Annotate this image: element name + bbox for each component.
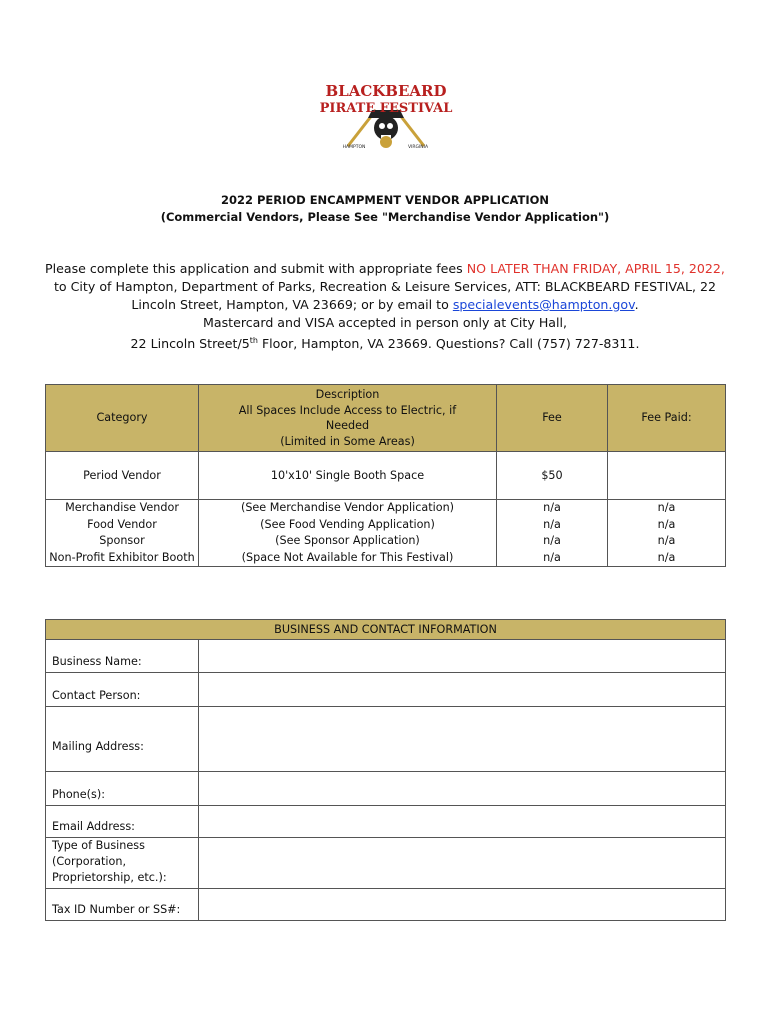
fee-paid-header: Fee Paid: <box>608 385 726 452</box>
business-name-row <box>46 640 726 673</box>
description-item: (Space Not Available for This Festival) <box>241 550 454 564</box>
fee-paid-cell[interactable] <box>608 452 726 500</box>
fee-paid-cell <box>608 500 726 567</box>
contact-person-field[interactable] <box>199 673 726 707</box>
category-header: Category <box>46 385 199 452</box>
fee-item: n/a <box>543 517 561 531</box>
business-type-label-l1: Type of Business <box>52 839 145 852</box>
description-item: (See Sponsor Application) <box>275 534 420 548</box>
festival-logo <box>318 80 454 154</box>
instructions-text-3: . <box>634 297 639 312</box>
business-type-field[interactable] <box>199 838 726 889</box>
payment-note: Mastercard and VISA accepted in person only at City Hall, <box>202 315 568 330</box>
description-header <box>199 385 497 452</box>
phone-label: Phone(s): <box>46 772 199 806</box>
instructions-text-2: to City of Hampton, Department of Parks, Recreation & Leisure Services, ATT: BLACKBEARD FESTIVAL, 22 Lincoln Street, Hampton, VA 23669; or by email to <box>53 279 716 312</box>
page-subtitle: (Commercial Vendors, Please See "Merchandise Vendor Application") <box>160 210 610 224</box>
business-contact-table <box>45 619 726 921</box>
fee-paid-item: n/a <box>657 550 676 564</box>
table-row <box>46 452 726 500</box>
description-header-l1: Description <box>315 388 380 401</box>
category-item: Sponsor <box>99 534 145 548</box>
description-header-l3: Needed <box>325 419 370 432</box>
business-table-header <box>46 620 726 640</box>
logo-right-word: VIRGINIA <box>407 145 429 150</box>
description-header-l4: (Limited in Some Areas) <box>280 434 415 448</box>
category-cell <box>46 500 199 567</box>
business-type-row <box>46 838 726 889</box>
fee-table <box>45 384 726 567</box>
business-name-label: Business Name: <box>46 640 199 673</box>
category-item: Food Vendor <box>87 517 157 531</box>
mailing-address-field[interactable] <box>199 707 726 772</box>
description-header-l2: All Spaces Include Access to Electric, if <box>238 403 457 417</box>
description-cell: 10'x10' Single Booth Space <box>199 452 497 500</box>
category-cell: Period Vendor <box>46 452 199 500</box>
tax-id-row <box>46 889 726 921</box>
fee-paid-item: n/a <box>657 517 676 531</box>
fee-cell <box>497 500 608 567</box>
business-name-field[interactable] <box>199 640 726 673</box>
instructions-paragraph <box>40 260 730 353</box>
description-cell <box>199 500 497 567</box>
page-title: 2022 PERIOD ENCAMPMENT VENDOR APPLICATION <box>220 193 550 207</box>
email-field[interactable] <box>199 806 726 838</box>
contact-person-label: Contact Person: <box>46 673 199 707</box>
category-item: Non-Profit Exhibitor Booth <box>49 550 195 564</box>
phone-field[interactable] <box>199 772 726 806</box>
category-item: Merchandise Vendor <box>65 501 179 514</box>
mailing-address-row <box>46 707 726 772</box>
logo-left-word: HAMPTON <box>342 145 366 150</box>
address-sup: th <box>249 336 258 345</box>
instructions-text-1: Please complete this application and submit with appropriate fees <box>45 261 467 276</box>
business-type-label-l3: Proprietorship, etc.): <box>52 871 167 884</box>
logo-line2: PIRATE FESTIVAL <box>319 101 453 116</box>
table-row <box>46 500 726 567</box>
tax-id-label: Tax ID Number or SS#: <box>46 889 199 921</box>
business-header: BUSINESS AND CONTACT INFORMATION <box>46 620 726 640</box>
business-type-label <box>46 838 199 889</box>
fee-item: n/a <box>543 501 561 514</box>
fee-paid-item: n/a <box>657 501 676 514</box>
logo-line1: BLACKBEARD <box>325 82 447 100</box>
fee-table-header <box>46 385 726 452</box>
deadline-text: NO LATER THAN FRIDAY, APRIL 15, 2022, <box>466 261 725 276</box>
tax-id-field[interactable] <box>199 889 726 921</box>
pirate-festival-logo-graphic <box>318 80 454 154</box>
email-row <box>46 806 726 838</box>
email-label: Email Address: <box>46 806 199 838</box>
mailing-address-label: Mailing Address: <box>46 707 199 772</box>
fee-header: Fee <box>497 385 608 452</box>
phone-row <box>46 772 726 806</box>
fee-item: n/a <box>543 550 561 564</box>
business-type-label-l2: (Corporation, <box>52 855 127 868</box>
fee-item: n/a <box>543 534 561 548</box>
address-line-b: Floor, Hampton, VA 23669. Questions? Call (757) 727-8311. <box>257 336 640 352</box>
email-link[interactable]: specialevents@hampton.gov <box>452 297 635 312</box>
address-line-a: 22 Lincoln Street/5 <box>130 336 250 352</box>
description-item: (See Food Vending Application) <box>260 517 435 531</box>
description-item: (See Merchandise Vendor Application) <box>240 501 455 514</box>
fee-cell: $50 <box>497 452 608 500</box>
contact-person-row <box>46 673 726 707</box>
fee-paid-item: n/a <box>657 534 676 548</box>
